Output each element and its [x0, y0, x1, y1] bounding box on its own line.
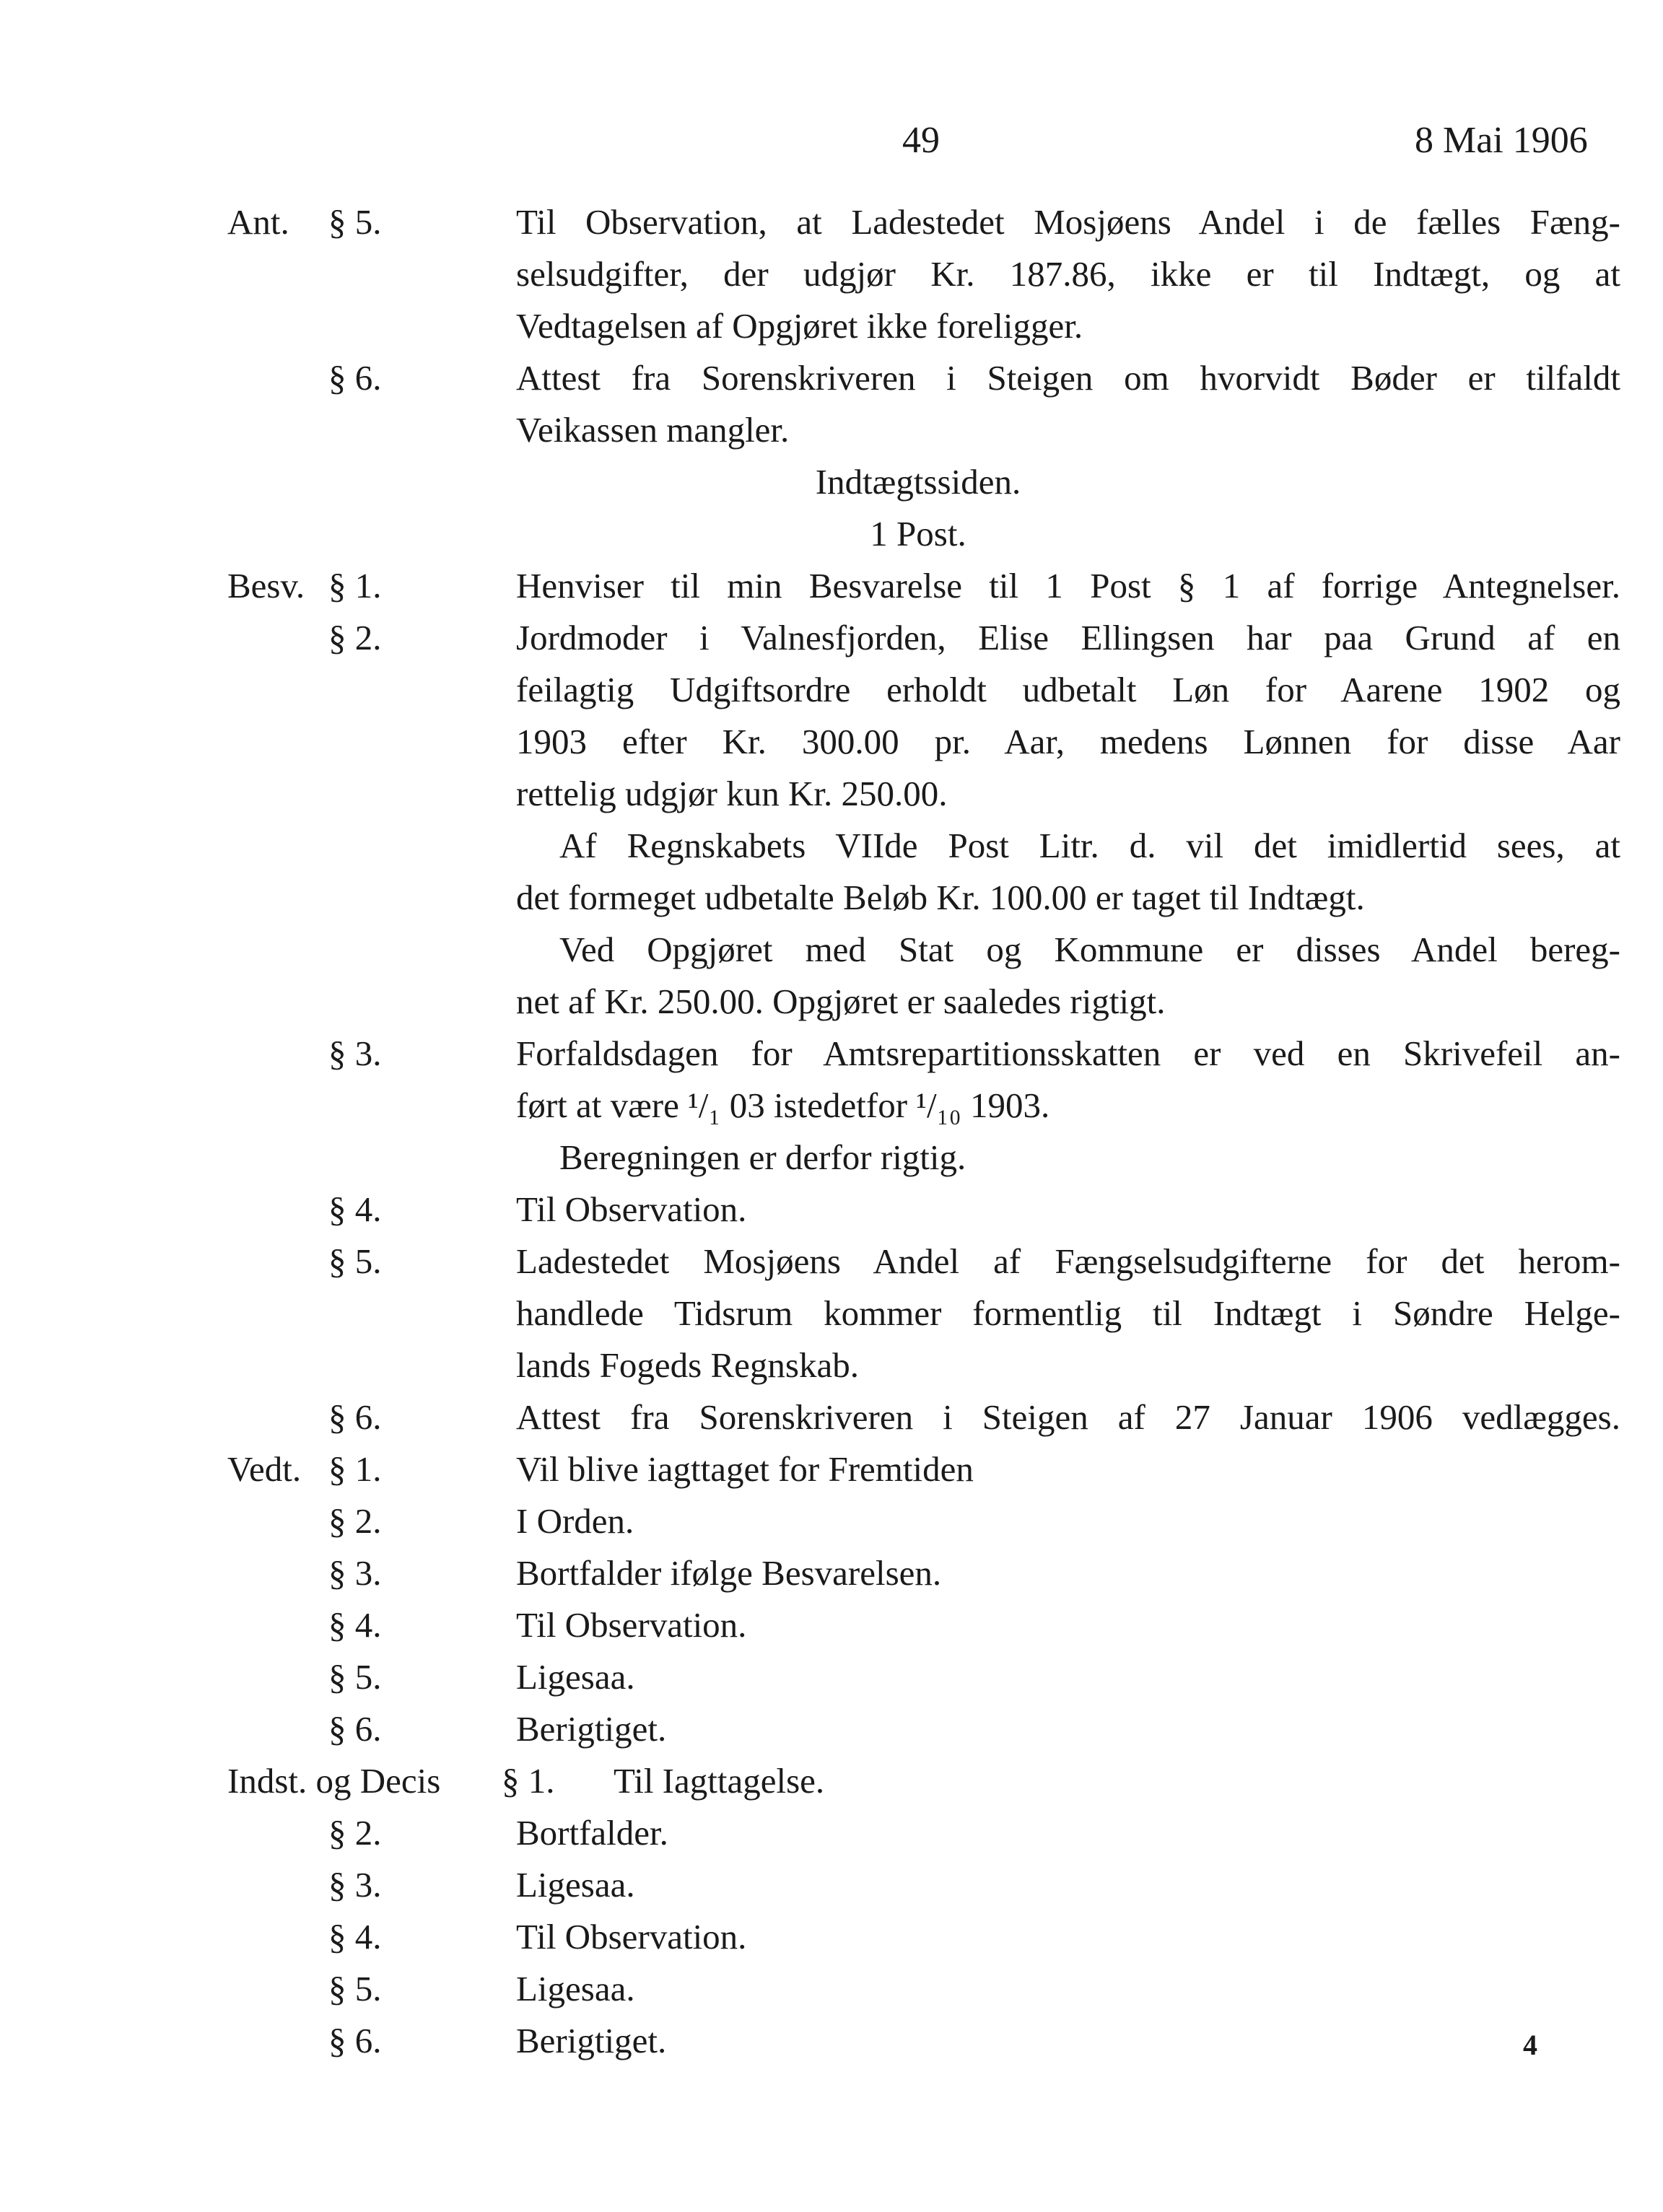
page-date: 8 Mai 1906	[1415, 120, 1588, 161]
besv-s2-line4	[0, 768, 1663, 820]
indst-item	[0, 1911, 1663, 1963]
body-text: Til Iagttagelse.	[614, 1761, 825, 1801]
besv-s2-line3	[0, 716, 1663, 768]
section-number: § 1.	[502, 1761, 555, 1801]
besv-s2-para3-line1	[0, 924, 1663, 976]
section-number: § 1.	[328, 1449, 382, 1489]
section-number: § 4.	[328, 1189, 382, 1229]
vedt-item	[0, 1547, 1663, 1599]
body-text: Bortfalder ifølge Besvarelsen.	[516, 1553, 942, 1593]
body-text: Ligesaa.	[516, 1969, 635, 2008]
ant-s5-line2	[0, 248, 1663, 300]
body-text: rettelig udgjør kun Kr. 250.00.	[516, 774, 948, 813]
besv-s2-para3-line2	[0, 976, 1663, 1028]
besv-s3-line3	[0, 1132, 1663, 1184]
indst-label: Indst. og Decis	[227, 1761, 441, 1801]
body-text: I Orden.	[516, 1501, 634, 1541]
ant-s6-line1	[0, 352, 1663, 404]
besv-label: Besv.	[227, 566, 305, 606]
besv-s5-line2	[0, 1288, 1663, 1339]
body-text: Beregningen er derfor rigtig.	[559, 1137, 966, 1177]
indst-item	[0, 2015, 1663, 2067]
body-text: Henviser til min Besvarelse til 1 Post § 1 af forrige Antegnelser.	[516, 566, 1620, 606]
section-number: § 5.	[328, 1657, 382, 1697]
vedt-item	[0, 1443, 1663, 1495]
body-text: Ved Opgjøret med Stat og Kommune er disses Andel bereg-	[559, 930, 1620, 969]
body-text: 1903 efter Kr. 300.00 pr. Aar, medens Lønnen for disse Aar	[516, 722, 1620, 761]
body-text: Til Observation, at Ladestedet Mosjøens Andel i de fælles Fæng-	[516, 202, 1620, 242]
section-number: § 5.	[328, 1969, 382, 2008]
ant-label: Ant.	[227, 202, 289, 242]
post-heading: 1 Post.	[870, 514, 966, 554]
section-number: § 4.	[328, 1917, 382, 1957]
body-text: Berigtiget.	[516, 1709, 667, 1749]
body-text: net af Kr. 250.00. Opgjøret er saaledes rigtigt.	[516, 982, 1166, 1021]
sheet-signature-mark: 4	[1523, 2029, 1537, 2061]
income-heading: Indtægtssiden.	[815, 462, 1021, 502]
body-text: Jordmoder i Valnesfjorden, Elise Ellingsen har paa Grund af en	[516, 618, 1620, 657]
besv-s6-line1	[0, 1391, 1663, 1443]
section-number: § 5.	[328, 1241, 382, 1281]
besv-s5-line3	[0, 1339, 1663, 1391]
body-text: Til Observation.	[516, 1189, 747, 1229]
besv-s2-para2-line2	[0, 872, 1663, 924]
besv-s3-line1	[0, 1028, 1663, 1080]
besv-s2-line2	[0, 664, 1663, 716]
vedt-item	[0, 1703, 1663, 1755]
body-text: Af Regnskabets VIIde Post Litr. d. vil det imidlertid sees, at	[559, 826, 1620, 865]
body-text: Vil blive iagttaget for Fremtiden	[516, 1449, 974, 1489]
income-heading-line	[0, 456, 1663, 508]
body-text: Veikassen mangler.	[516, 410, 790, 450]
body-text: Attest fra Sorenskriveren i Steigen om hvorvidt Bøder er tilfaldt	[516, 358, 1620, 398]
section-number: § 2.	[328, 1813, 382, 1853]
besv-s3-line2	[0, 1080, 1663, 1132]
section-number: § 2.	[328, 618, 382, 657]
body-text: handlede Tidsrum kommer formentlig til Indtægt i Søndre Helge-	[516, 1293, 1620, 1333]
section-number: § 3.	[328, 1865, 382, 1905]
body-text: Til Observation.	[516, 1917, 747, 1957]
vedt-item	[0, 1651, 1663, 1703]
section-number: § 6.	[328, 1709, 382, 1749]
besv-s5-line1	[0, 1236, 1663, 1288]
besv-s4-line1	[0, 1184, 1663, 1236]
income-post-line	[0, 508, 1663, 560]
ant-s6-line2	[0, 404, 1663, 456]
body-text: det formeget udbetalte Beløb Kr. 100.00 er taget til Indtægt.	[516, 878, 1365, 917]
body-text: Ladestedet Mosjøens Andel af Fængselsudgifterne for det herom-	[516, 1241, 1620, 1281]
section-number: § 5.	[328, 202, 382, 242]
body-text: Bortfalder.	[516, 1813, 668, 1853]
besv-s2-para2-line1	[0, 820, 1663, 872]
indst-first-line	[0, 1755, 1663, 1807]
ant-s5-line3	[0, 300, 1663, 352]
section-number: § 6.	[328, 2021, 382, 2060]
vedt-item	[0, 1599, 1663, 1651]
body-text: Vedtagelsen af Opgjøret ikke foreligger.	[516, 306, 1083, 346]
besv-s1-line1	[0, 560, 1663, 612]
body-text: Forfaldsdagen for Amtsrepartitionsskatten er ved en Skrivefeil an-	[516, 1033, 1620, 1073]
body-text: Ligesaa.	[516, 1657, 635, 1697]
section-number: § 6.	[328, 1397, 382, 1437]
page-number: 49	[902, 120, 940, 161]
section-number: § 6.	[328, 358, 382, 398]
ant-s5-line1	[0, 196, 1663, 248]
indst-item	[0, 1963, 1663, 2015]
indst-item	[0, 1859, 1663, 1911]
section-number: § 1.	[328, 566, 382, 606]
body-text: Ligesaa.	[516, 1865, 635, 1905]
body-text: Til Observation.	[516, 1605, 747, 1645]
body-text: selsudgifter, der udgjør Kr. 187.86, ikke er til Indtægt, og at	[516, 254, 1620, 294]
body-text: ført at være ¹/₁ 03 istedetfor ¹/₁₀ 1903.	[516, 1085, 1050, 1125]
section-number: § 3.	[328, 1553, 382, 1593]
body-text: lands Fogeds Regnskab.	[516, 1345, 859, 1385]
section-number: § 4.	[328, 1605, 382, 1645]
body-text: Attest fra Sorenskriveren i Steigen af 27 Januar 1906 vedlægges.	[516, 1397, 1620, 1437]
indst-item	[0, 1807, 1663, 1859]
body-text: Berigtiget.	[516, 2021, 667, 2060]
section-number: § 2.	[328, 1501, 382, 1541]
body-text: feilagtig Udgiftsordre erholdt udbetalt Løn for Aarene 1902 og	[516, 670, 1620, 709]
besv-s2-line1	[0, 612, 1663, 664]
vedt-label: Vedt.	[227, 1449, 302, 1489]
section-number: § 3.	[328, 1033, 382, 1073]
vedt-item	[0, 1495, 1663, 1547]
